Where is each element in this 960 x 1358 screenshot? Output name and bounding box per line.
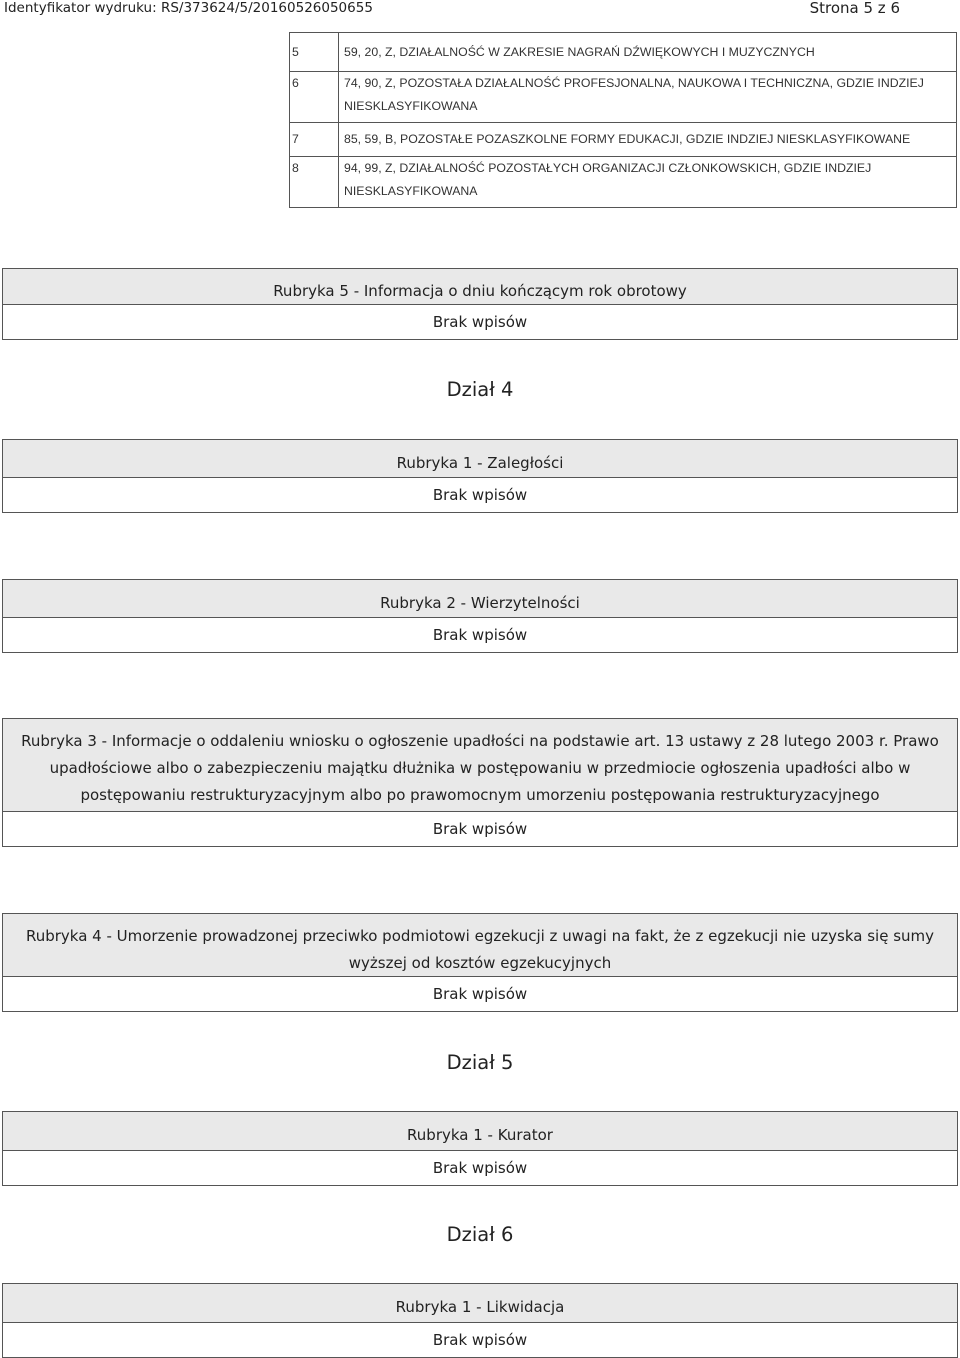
row-number: 6 xyxy=(290,72,339,123)
rubryka-entry: Brak wpisów xyxy=(432,1159,528,1177)
rubryka-title: Rubryka 1 - Likwidacja xyxy=(3,1284,957,1323)
row-number: 7 xyxy=(290,123,339,157)
row-description: 74, 90, Z, POZOSTAŁA DZIAŁALNOŚĆ PROFESJONALNA, NAUKOWA I TECHNICZNA, GDZIE INDZIEJ NIESKLASYFIKOWANA xyxy=(339,72,957,123)
table-row xyxy=(290,72,957,123)
rubryka-1-box xyxy=(2,439,958,513)
rubryka-entry: Brak wpisów xyxy=(432,486,528,504)
pkd-table xyxy=(289,32,957,208)
rubryka-title: Rubryka 4 - Umorzenie prowadzonej przeciwko podmiotowi egzekucji z uwagi na fakt, że z egzekucji nie uzyska się sumy wyższej od kosztów egzekucyjnych xyxy=(3,914,957,977)
section-heading-dzial-4: Dział 4 xyxy=(446,378,514,401)
rubryka-entry: Brak wpisów xyxy=(432,313,528,331)
row-description: 94, 99, Z, DZIAŁALNOŚĆ POZOSTAŁYCH ORGANIZACJI CZŁONKOWSKICH, GDZIE INDZIEJ NIESKLASYFIKOWANA xyxy=(339,157,957,208)
rubryka-entry: Brak wpisów xyxy=(432,820,528,838)
section-heading-dzial-6: Dział 6 xyxy=(446,1223,514,1246)
rubryka-title: Rubryka 1 - Kurator xyxy=(3,1112,957,1151)
rubryka-5-box xyxy=(2,268,958,340)
rubryka-entry: Brak wpisów xyxy=(432,1331,528,1349)
page-number: Strona 5 z 6 xyxy=(809,0,900,17)
rubryka-title: Rubryka 5 - Informacja o dniu kończącym rok obrotowy xyxy=(3,269,957,305)
rubryka-entry: Brak wpisów xyxy=(432,985,528,1003)
rubryka-3-box xyxy=(2,718,958,847)
row-description: 85, 59, B, POZOSTAŁE POZASZKOLNE FORMY EDUKACJI, GDZIE INDZIEJ NIESKLASYFIKOWANE xyxy=(339,123,957,157)
table-row xyxy=(290,33,957,72)
rubryka-4-box xyxy=(2,913,958,1012)
table-row xyxy=(290,123,957,157)
rubryka-entry: Brak wpisów xyxy=(432,626,528,644)
rubryka-title: Rubryka 1 - Zaległości xyxy=(3,440,957,478)
print-identifier: Identyfikator wydruku: RS/373624/5/20160526050655 xyxy=(4,0,373,16)
rubryka-2-box xyxy=(2,579,958,653)
row-number: 8 xyxy=(290,157,339,208)
table-row xyxy=(290,157,957,208)
rubryka-kurator-box xyxy=(2,1111,958,1186)
row-number: 5 xyxy=(290,33,339,72)
section-heading-dzial-5: Dział 5 xyxy=(446,1051,514,1074)
rubryka-title: Rubryka 3 - Informacje o oddaleniu wniosku o ogłoszenie upadłości na podstawie art. 13 ustawy z 28 lutego 2003 r. Prawo upadłościowe albo o zabezpieczeniu majątku dłużnika w postępowaniu w przedmiocie ogłoszenia upadłości albo w postępowaniu restrukturyzacyjnym albo po prawomocnym umorzeniu postępowania restrukturyzacyjnego xyxy=(3,719,957,812)
row-description: 59, 20, Z, DZIAŁALNOŚĆ W ZAKRESIE NAGRAŃ DŹWIĘKOWYCH I MUZYCZNYCH xyxy=(339,33,957,72)
rubryka-likwidacja-box xyxy=(2,1283,958,1358)
print-header xyxy=(0,0,960,18)
rubryka-title: Rubryka 2 - Wierzytelności xyxy=(3,580,957,618)
